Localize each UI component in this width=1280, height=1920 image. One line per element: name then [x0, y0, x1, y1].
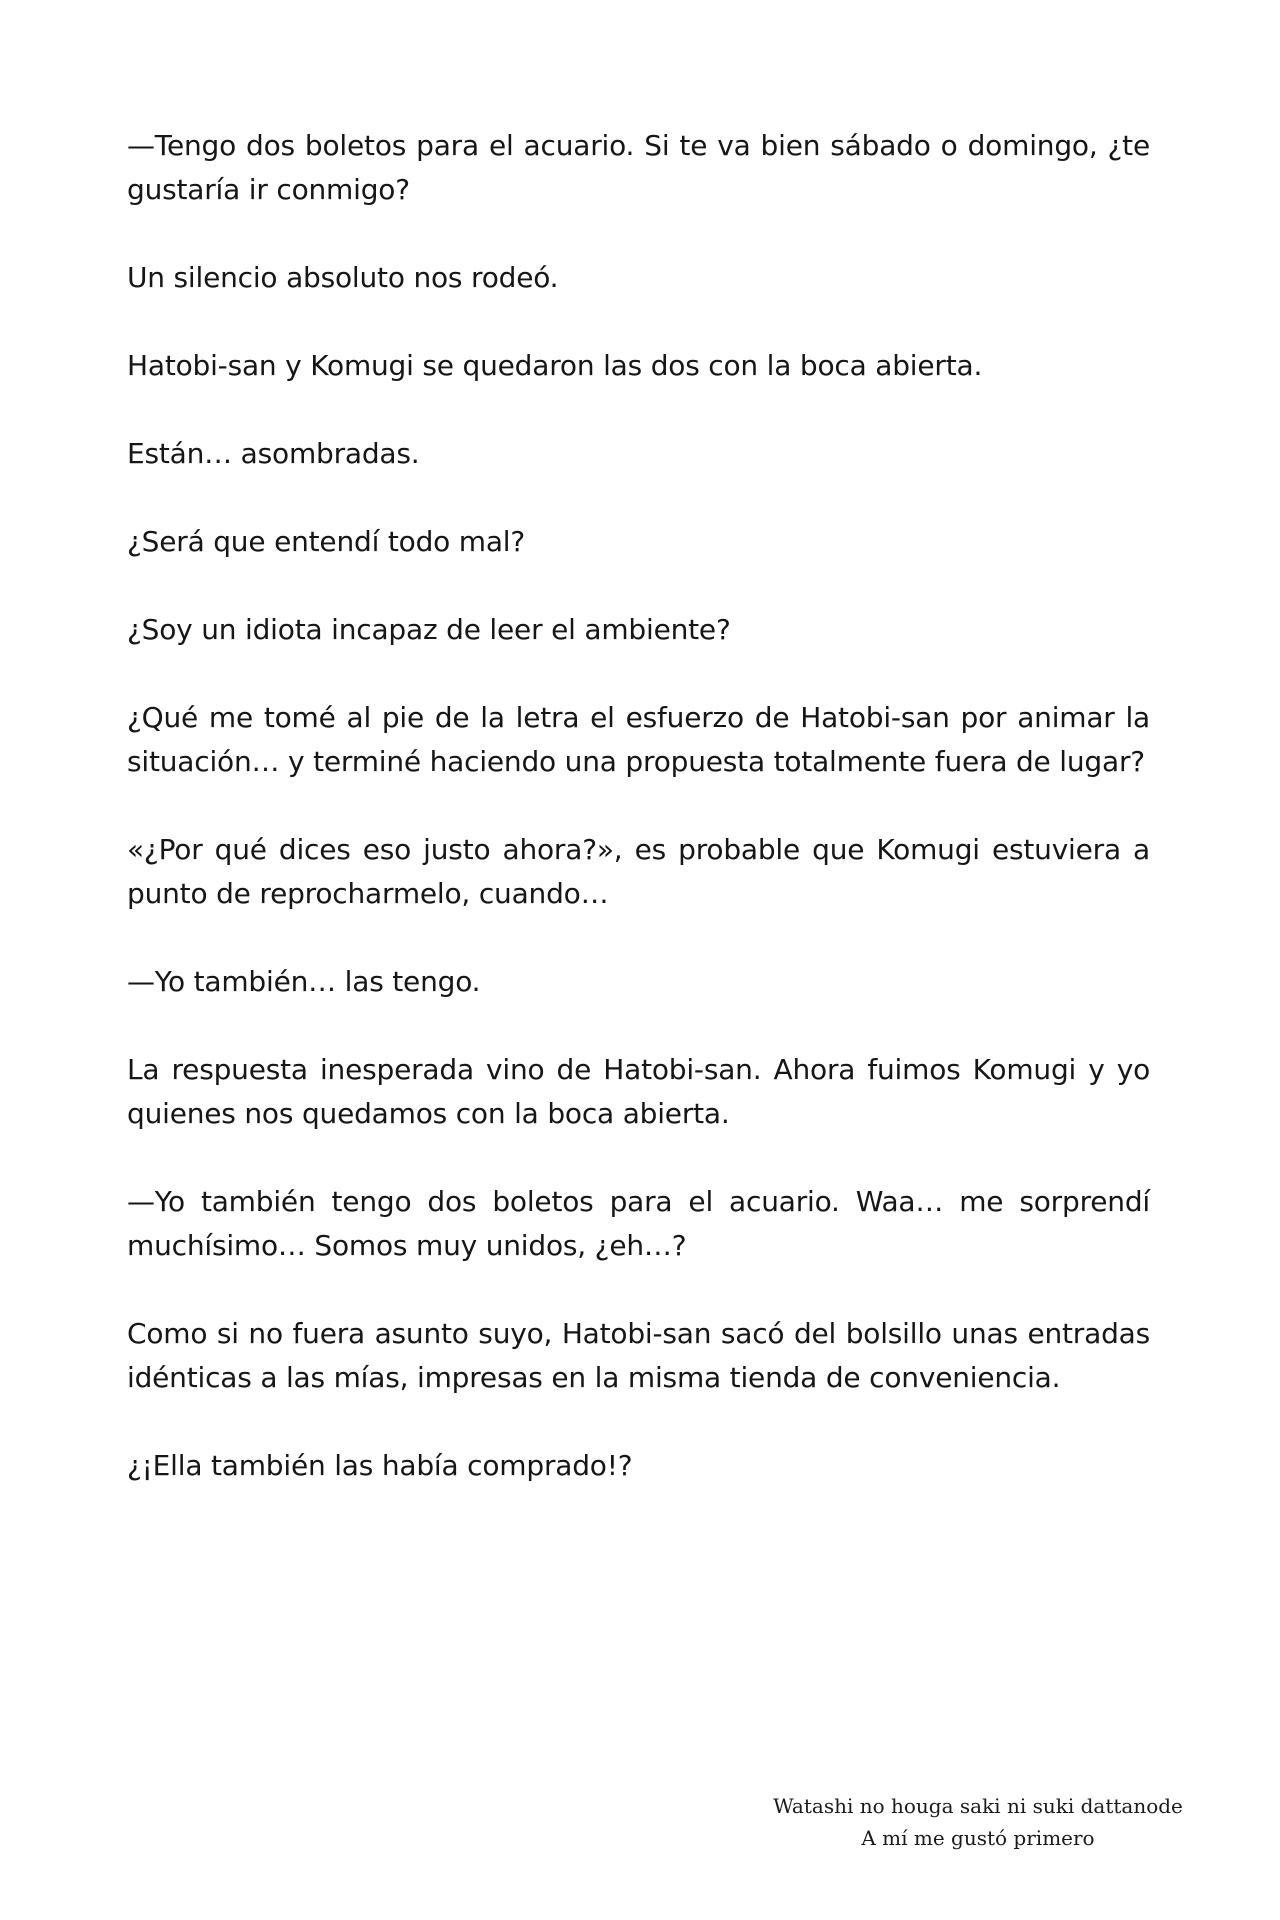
paragraph: Un silencio absoluto nos rodeó.	[127, 261, 559, 294]
paragraph: Como si no fuera asunto suyo, Hatobi-san sacó del bolsillo unas entradas idénticas a las mías, impresas en la misma tienda de conveniencia.	[127, 1317, 1150, 1394]
paragraph: —Yo también tengo dos boletos para el acuario. Waa… me sorprendí muchísimo… Somos muy unidos, ¿eh…?	[127, 1185, 1150, 1262]
paragraph: Están… asombradas.	[127, 437, 420, 470]
paragraph: La respuesta inesperada vino de Hatobi-san. Ahora fuimos Komugi y yo quienes nos quedamos con la boca abierta.	[127, 1053, 1150, 1130]
paragraph: —Tengo dos boletos para el acuario. Si te va bien sábado o domingo, ¿te gustaría ir conmigo?	[127, 129, 1150, 206]
paragraph: —Yo también… las tengo.	[127, 965, 481, 998]
paragraph: «¿Por qué dices eso justo ahora?», es probable que Komugi estuviera a punto de reprocharmelo, cuando…	[127, 833, 1150, 910]
paragraph: ¿Soy un idiota incapaz de leer el ambiente?	[127, 613, 731, 646]
page-footer	[740, 1790, 1216, 1854]
paragraph: ¿¡Ella también las había comprado!?	[127, 1449, 633, 1482]
paragraph: Hatobi-san y Komugi se quedaron las dos con la boca abierta.	[127, 349, 983, 382]
footer-title-spanish: A mí me gustó primero	[861, 1826, 1095, 1850]
paragraph: ¿Qué me tomé al pie de la letra el esfuerzo de Hatobi-san por animar la situación… y terminé haciendo una propuesta totalmente fuera de lugar?	[127, 701, 1150, 778]
paragraph: ¿Será que entendí todo mal?	[127, 525, 526, 558]
footer-title-romaji: Watashi no houga saki ni suki dattanode	[773, 1794, 1183, 1818]
body-text	[127, 124, 1150, 1532]
